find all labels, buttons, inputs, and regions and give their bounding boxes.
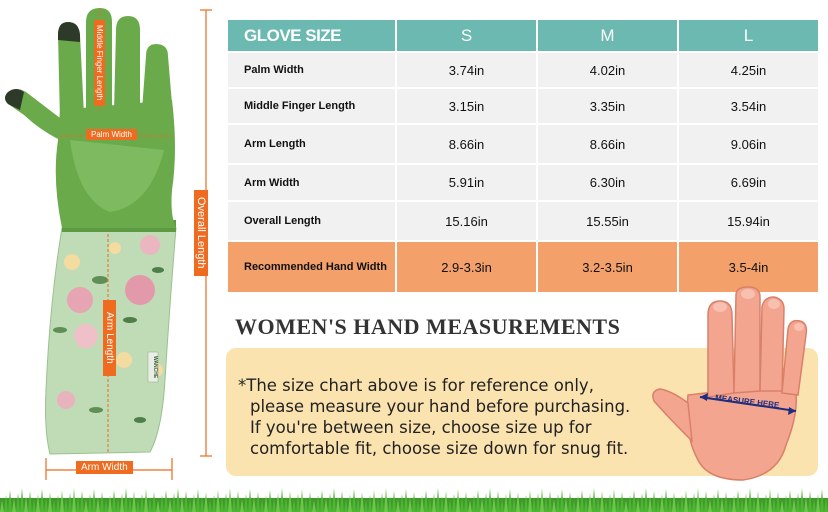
cell-l: 3.5-4in [678, 241, 819, 293]
row-label: Palm Width [227, 52, 396, 88]
row-label: Overall Length [227, 201, 396, 241]
cell-l: 6.69in [678, 164, 819, 201]
note-line: *The size chart above is for reference only, [238, 376, 594, 395]
header-size-s: S [396, 19, 537, 52]
note-line: comfortable fit, choose size down for snug fit. [250, 439, 629, 458]
hand-illustration [648, 285, 818, 485]
header-size-m: M [537, 19, 678, 52]
measurements-title: WOMEN'S HAND MEASUREMENTS [235, 314, 621, 339]
glove-illustration [0, 0, 222, 490]
glove-graphic [0, 0, 222, 490]
row-label: Arm Width [227, 164, 396, 201]
row-label: Middle Finger Length [227, 88, 396, 124]
cell-m: 3.35in [537, 88, 678, 124]
palm-width-label: Palm Width [86, 129, 137, 140]
middle-finger-length-label: Middle Finger Length [94, 20, 105, 106]
note-line: If you're between size, choose size up for [250, 418, 592, 437]
arm-width-label: Arm Width [76, 461, 133, 474]
measure-here-label: MEASURE HERE [714, 393, 780, 410]
arm-length-label: Arm Length [103, 300, 116, 376]
table-row [227, 164, 819, 201]
cell-s: 15.16in [396, 201, 537, 241]
cell-l: 4.25in [678, 52, 819, 88]
cell-m: 8.66in [537, 124, 678, 164]
size-chart-table [226, 18, 820, 294]
cell-m: 15.55in [537, 201, 678, 241]
note-line: please measure your hand before purchasing. [250, 397, 631, 416]
note-text [238, 375, 668, 459]
cell-l: 15.94in [678, 201, 819, 241]
row-label: Recommended Hand Width [227, 241, 396, 293]
brand-tag: WANCHE [152, 355, 158, 379]
cell-s: 2.9-3.3in [396, 241, 537, 293]
cell-m: 6.30in [537, 164, 678, 201]
table-row [227, 88, 819, 124]
cell-m: 4.02in [537, 52, 678, 88]
cell-s: 3.15in [396, 88, 537, 124]
cell-s: 5.91in [396, 164, 537, 201]
cell-l: 9.06in [678, 124, 819, 164]
header-size-l: L [678, 19, 819, 52]
cell-s: 8.66in [396, 124, 537, 164]
cell-m: 3.2-3.5in [537, 241, 678, 293]
cell-l: 3.54in [678, 88, 819, 124]
grass-border [0, 486, 828, 512]
header-glove-size: GLOVE SIZE [227, 19, 396, 52]
overall-length-label: Overall Length [194, 190, 208, 276]
table-row [227, 201, 819, 241]
cell-s: 3.74in [396, 52, 537, 88]
row-label: Arm Length [227, 124, 396, 164]
table-header-row [227, 19, 819, 52]
table-row [227, 52, 819, 88]
table-row [227, 124, 819, 164]
